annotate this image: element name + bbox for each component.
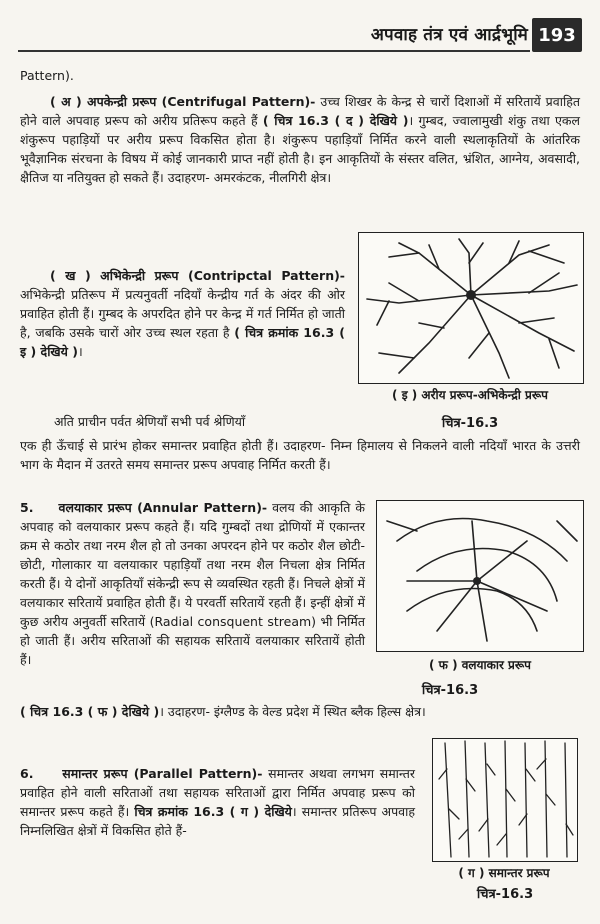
parallel-text-2: । समान्तर प्रतिरूप अपवाह निम्नलिखित क्षेत्रों में विकसित होते हैं- bbox=[20, 804, 415, 838]
ancient-ranges-line: अति प्राचीन पर्वत श्रेणियाँ सभी पर्व श्रेणियाँ bbox=[54, 414, 246, 429]
header-rule bbox=[18, 50, 530, 52]
radial-pattern-figure bbox=[358, 232, 584, 384]
parallel-pattern-figure bbox=[432, 738, 578, 862]
parallel-figure-caption: ( ग ) समान्तर प्ररूप bbox=[458, 866, 550, 880]
centrifugal-text-1: उच्च शिखर के केन्द्र से चारों दिशाओं में सरितायें प्रवाहित होने वाले अपवाह प्ररूप को अरीय प्रतिरूप कहते हैं bbox=[20, 94, 580, 128]
annular-text-1: वलय की आकृति के अपवाह को वलयाकार प्ररूप कहते हैं। यदि गुम्बदों तथा द्रोणियों में एकान्तर क्रम से कठोर तथा नरम शैल हो तो उनका अपरदन होने पर कठोर शैल छोटी-छोटी, गोलाकार या वलयाकार पहाड़ियाँ तथा नरम शैल निचला क्षेत्र निर्मित करती हैं। ये दोनों आकृतियाँ संकेन्द्री रूप से व्यवस्थित रहती हैं। निचले क्षेत्रों में वलयाकार सरितायें प्रवाहित होती हैं। ये परवर्ती सरितायें रहती हैं। इन्हीं क्षेत्रों में कुछ अरीय अनुवर्ती सरितायें (Radial consquent stream) भी निर्मित हो जाती हैं। अरीय सरिताओं की सहायक सरितायें वलयाकार सरितायें होती हैं। bbox=[20, 500, 365, 667]
page-header bbox=[0, 18, 600, 58]
centrifugal-paragraph bbox=[20, 92, 580, 187]
centrifugal-ref: ( चित्र 16.3 ( द ) देखिये ) bbox=[262, 113, 409, 128]
page-number: 193 bbox=[532, 18, 582, 52]
centrifugal-heading: ( अ ) अपकेन्द्री प्ररूप (Centrifugal Pattern)- bbox=[50, 94, 316, 109]
parallel-text-1: समान्तर अथवा लगभग समान्तर प्रवाहित होने वाली सरिताओं तथा सहायक सरिताओं द्वारा निर्मित अपवाह प्ररूप को समान्तर प्ररूप कहते हैं। bbox=[20, 766, 415, 819]
parallel-heading: समान्तर प्ररूप (Parallel Pattern)- bbox=[62, 766, 263, 781]
annular-figure-caption: ( फ ) वलयाकार प्ररूप bbox=[428, 658, 531, 672]
annular-paragraph bbox=[20, 498, 365, 669]
centripetal-ref: ( चित्र क्रमांक 16.3 ( इ ) देखिये ) bbox=[20, 325, 345, 359]
annular-text-2: । उदाहरण- इंग्लैण्ड के वेल्ड प्रदेश में स्थित ब्लैक हिल्स क्षेत्र। bbox=[159, 704, 426, 719]
annular-drainage-drawing bbox=[377, 501, 583, 651]
annular-pattern-figure bbox=[376, 500, 584, 652]
radial-drainage-drawing bbox=[359, 233, 583, 383]
centripetal-text-2: । bbox=[77, 344, 83, 359]
centripetal-paragraph bbox=[20, 266, 345, 361]
annular-continuation bbox=[20, 702, 580, 721]
parallel-drainage-drawing bbox=[433, 739, 577, 861]
ancient-ranges-paragraph: एक ही ऊँचाई से प्रारंभ होकर समान्तर प्रवाहित होती हैं। उदाहरण- निम्न हिमालय से निकलने वाली नदियाँ भारत के उत्तरी भाग के मैदान में उतरते समय समान्तर प्ररूप अपवाह निर्मित करती हैं। bbox=[20, 438, 580, 472]
centripetal-text-1: अभिकेन्द्री प्रतिरूप में प्रत्यनुवर्ती नदियाँ केन्द्रीय गर्त के अंदर की ओर प्रवाहित होती हैं। गुम्बद के अपरदित होने पर केन्द्र में गर्त निर्मित हो जाती है, जबकि उसके चारों ओर उच्च स्थल रहता है bbox=[20, 287, 345, 340]
annular-number: 5. bbox=[20, 500, 34, 515]
annular-ref: ( चित्र 16.3 ( फ ) देखिये ) bbox=[20, 704, 160, 719]
radial-figure-caption: ( इ ) अरीय प्ररूप-अभिकेन्द्री प्ररूप bbox=[392, 388, 548, 402]
parallel-paragraph bbox=[20, 764, 415, 840]
centripetal-heading: ( ख ) अभिकेन्द्री प्ररूप (Contripctal Pattern)- bbox=[50, 268, 345, 283]
annular-figure-label: चित्र-16.3 bbox=[421, 683, 479, 698]
parallel-ref: चित्र क्रमांक 16.3 ( ग ) देखिये bbox=[134, 804, 292, 819]
centrifugal-text-2: । गुम्बद, ज्वालामुखी शंकु तथा एकल शंकुरूप पहाड़ियों पर अरीय प्ररूप विकसित होता है। शंकुरूप पहाड़ियाँ निर्मित करने वाली स्थलाकृतियों के आंतरिक भूवैज्ञानिक संरचना के विषय में कोई जानकारी प्राप्त नहीं होती है। इन आकृतियों के संस्तर वलित, भ्रंशित, आग्नेय, अवसादी, क्षैतिज या नतियुक्त हो सकते हैं। उदाहरण- अमरकंटक, नीलगिरी क्षेत्र। bbox=[20, 113, 580, 185]
radial-figure-label: चित्र-16.3 bbox=[441, 416, 499, 431]
annular-heading: वलयाकार प्ररूप (Annular Pattern)- bbox=[58, 500, 268, 515]
chapter-title: अपवाह तंत्र एवं आर्द्रभूमि bbox=[370, 25, 528, 45]
parallel-figure-label: चित्र-16.3 bbox=[476, 887, 534, 902]
parallel-number: 6. bbox=[20, 766, 34, 781]
pattern-end-line: Pattern). bbox=[20, 68, 74, 83]
